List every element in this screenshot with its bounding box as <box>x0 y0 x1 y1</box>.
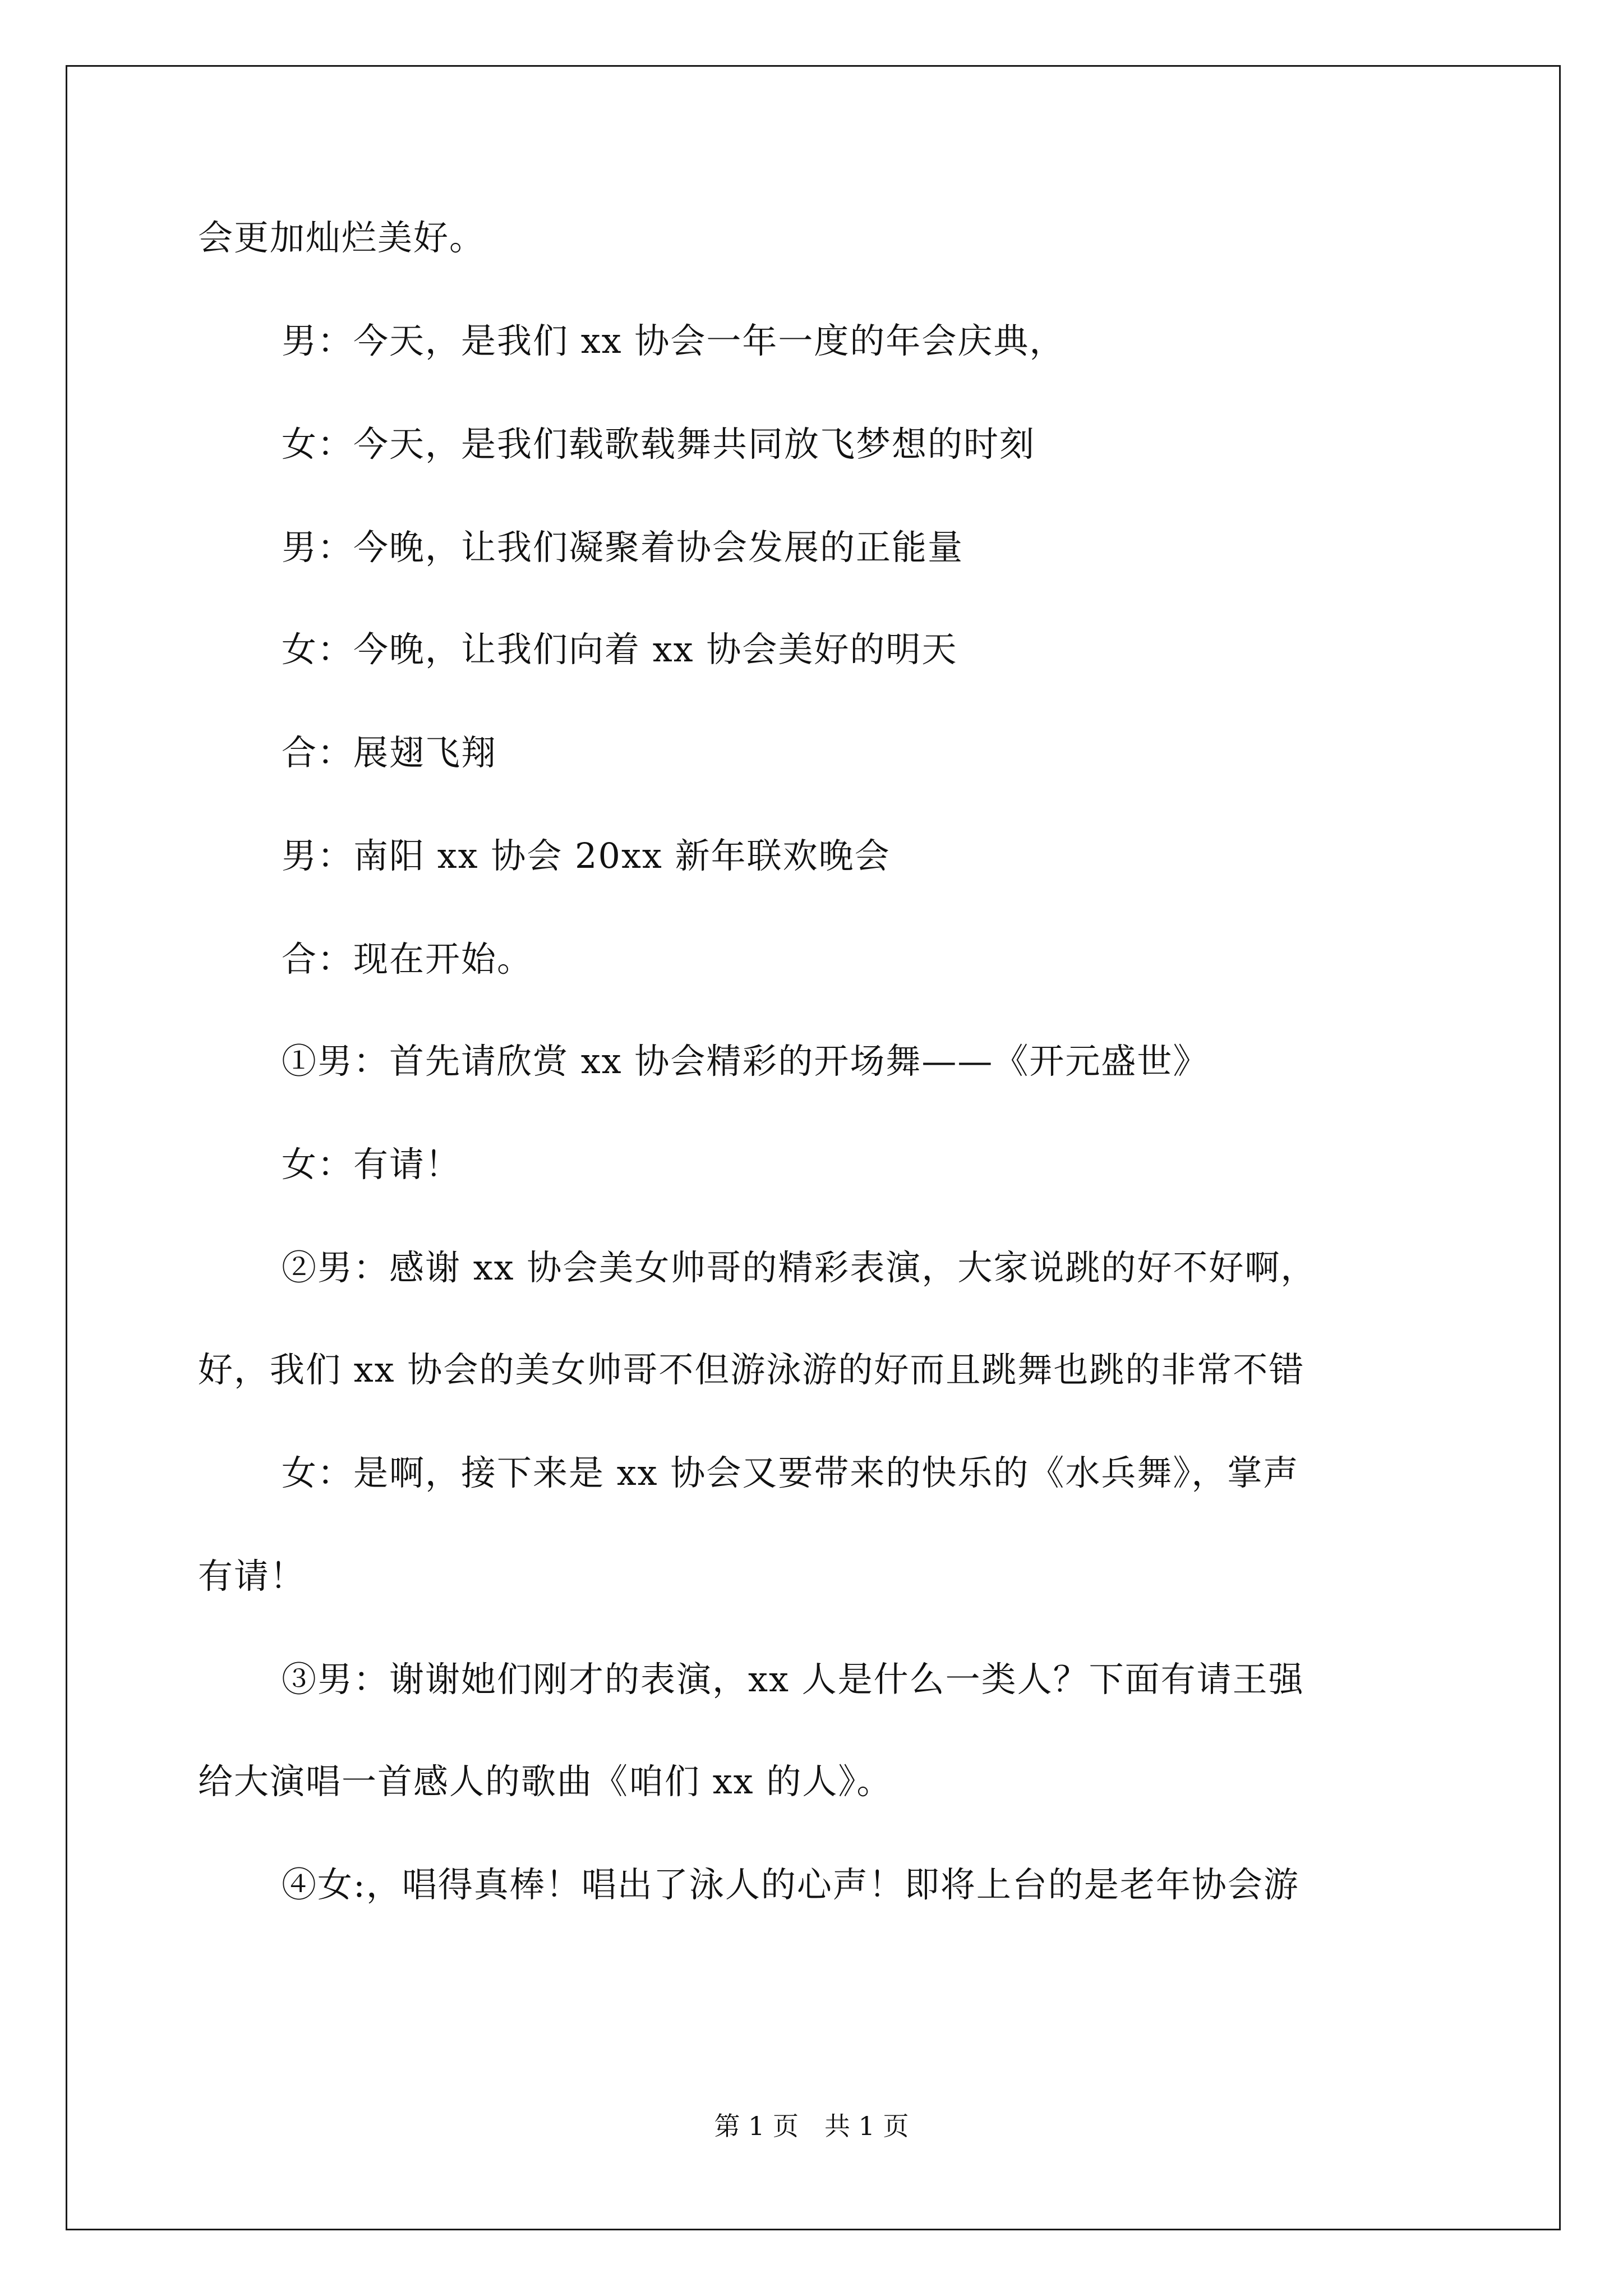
body-line-15: ③男：谢谢她们刚才的表演，xx 人是什么一类人？下面有请王强 <box>282 1659 1304 1700</box>
body-line-11: ②男：感谢 xx 协会美女帅哥的精彩表演，大家说跳的好不好啊， <box>282 1247 1317 1288</box>
page-number-footer: 第 1 页 共 1 页 <box>714 2111 909 2141</box>
body-line-16: 给大演唱一首感人的歌曲《咱们 xx 的人》。 <box>198 1761 893 1802</box>
body-line-13: 女：是啊，接下来是 xx 协会又要带来的快乐的《水兵舞》，掌声 <box>282 1452 1299 1493</box>
body-line-1: 会更加灿烂美好。 <box>198 217 486 258</box>
body-line-7: 男：南阳 xx 协会 20xx 新年联欢晚会 <box>282 835 891 876</box>
body-line-17: ④女:，唱得真棒！唱出了泳人的心声！即将上台的是老年协会游 <box>282 1864 1299 1905</box>
body-line-6: 合：展翅飞翔 <box>282 732 497 773</box>
body-line-5: 女：今晚，让我们向着 xx 协会美好的明天 <box>282 629 958 670</box>
body-line-10: 女：有请！ <box>282 1144 462 1185</box>
body-line-2: 男：今天，是我们 xx 协会一年一度的年会庆典， <box>282 320 1066 361</box>
body-line-14: 有请！ <box>198 1556 306 1596</box>
body-line-3: 女：今天，是我们载歌载舞共同放飞梦想的时刻 <box>282 424 1036 464</box>
body-line-9: ①男：首先请欣赏 xx 协会精彩的开场舞——《开元盛世》 <box>282 1041 1209 1082</box>
body-line-8: 合：现在开始。 <box>282 938 533 979</box>
body-line-4: 男：今晚，让我们凝聚着协会发展的正能量 <box>282 527 964 568</box>
body-line-12: 好，我们 xx 协会的美女帅哥不但游泳游的好而且跳舞也跳的非常不错 <box>198 1349 1305 1390</box>
